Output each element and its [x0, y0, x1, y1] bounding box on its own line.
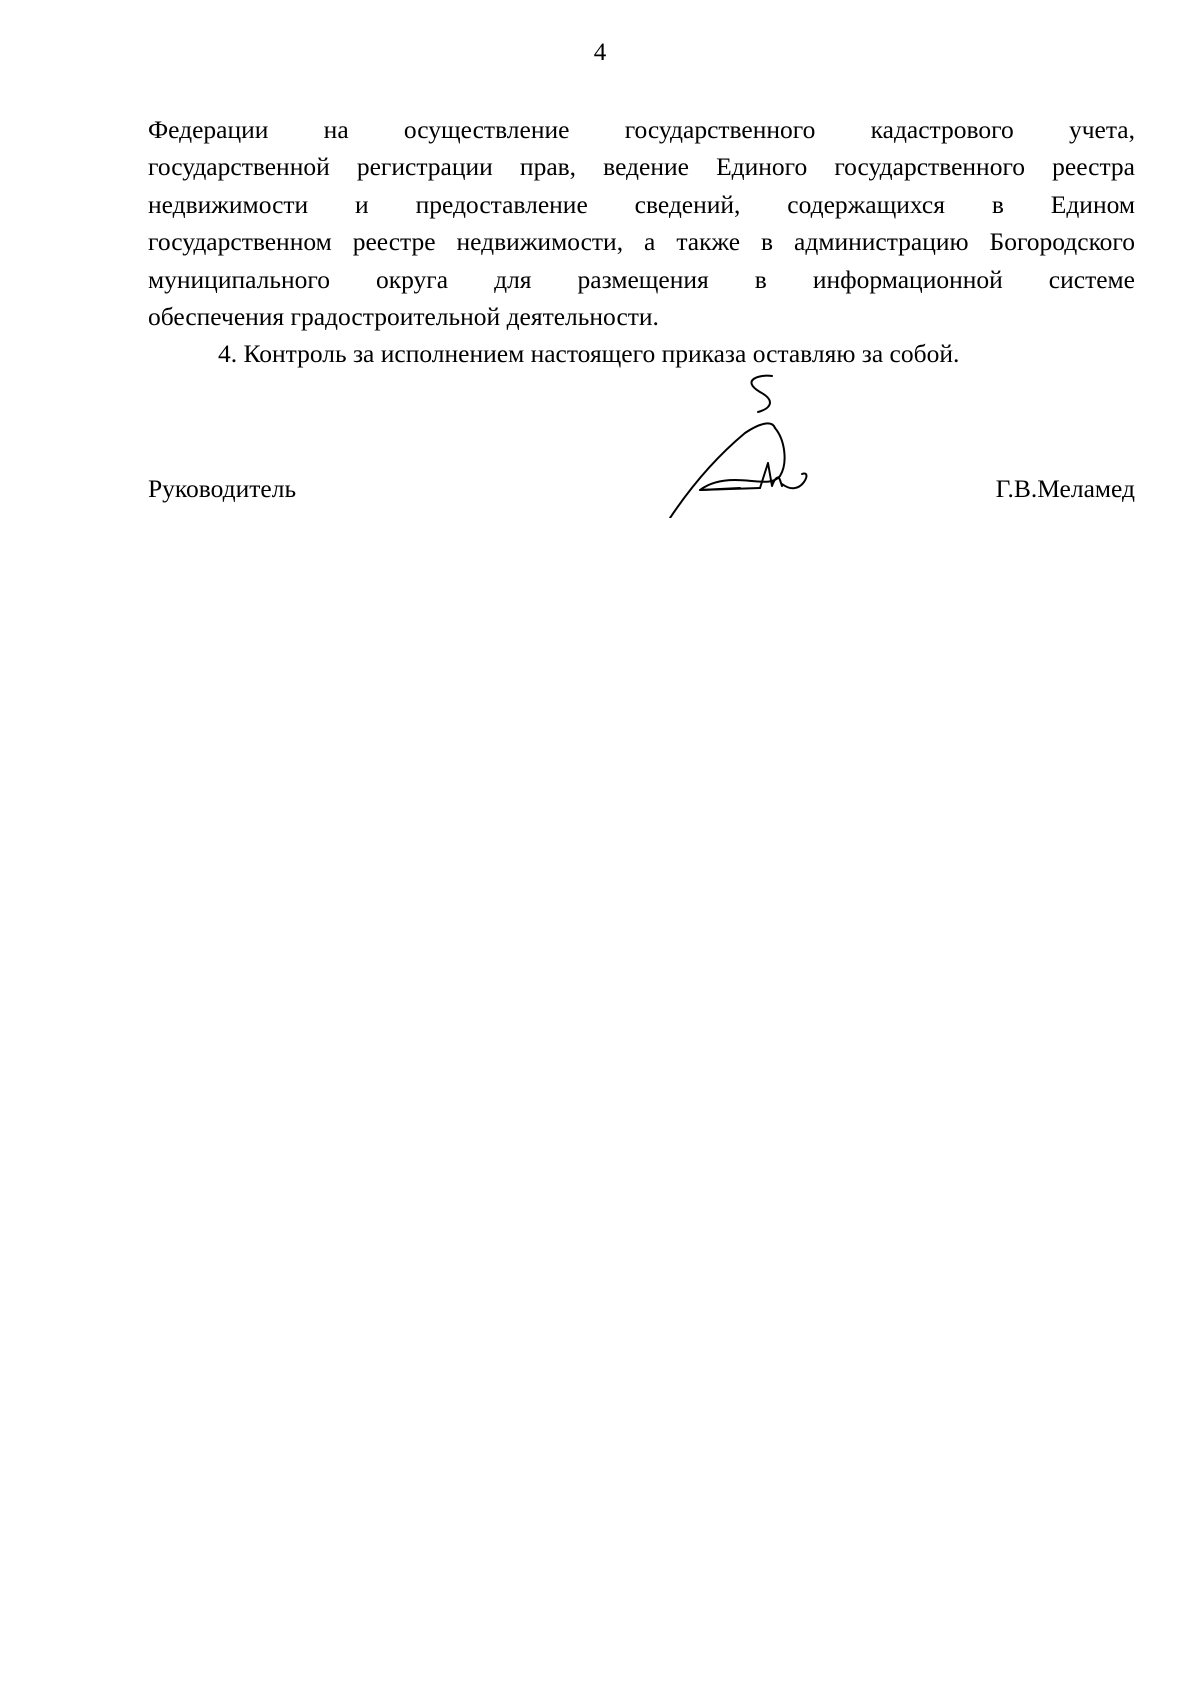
paragraph-line: государственной регистрации прав, ведение Единого государственного реестра — [148, 152, 1135, 182]
paragraph-line: государственном реестре недвижимости, а также в администрацию Богородского — [148, 227, 1135, 257]
paragraph-line: обеспечения градостроительной деятельности. — [148, 302, 659, 332]
signer-name: Г.В.Меламед — [995, 474, 1135, 503]
paragraph-line: недвижимости и предоставление сведений, содержащихся в Едином — [148, 189, 1135, 219]
paragraph-line: муниципального округа для размещения в информационной системе — [148, 264, 1135, 294]
signature-icon — [660, 368, 825, 518]
signature-block — [148, 470, 1135, 510]
page-number: 4 — [593, 39, 607, 66]
paragraph-continuation — [148, 111, 1135, 335]
paragraph-item-4: 4. Контроль за исполнением настоящего приказа оставляю за собой. — [218, 339, 960, 369]
document-body — [148, 111, 1135, 373]
paragraph-line: Федерации на осуществление государственного кадастрового учета, — [148, 115, 1135, 144]
signer-position: Руководитель — [148, 474, 297, 503]
